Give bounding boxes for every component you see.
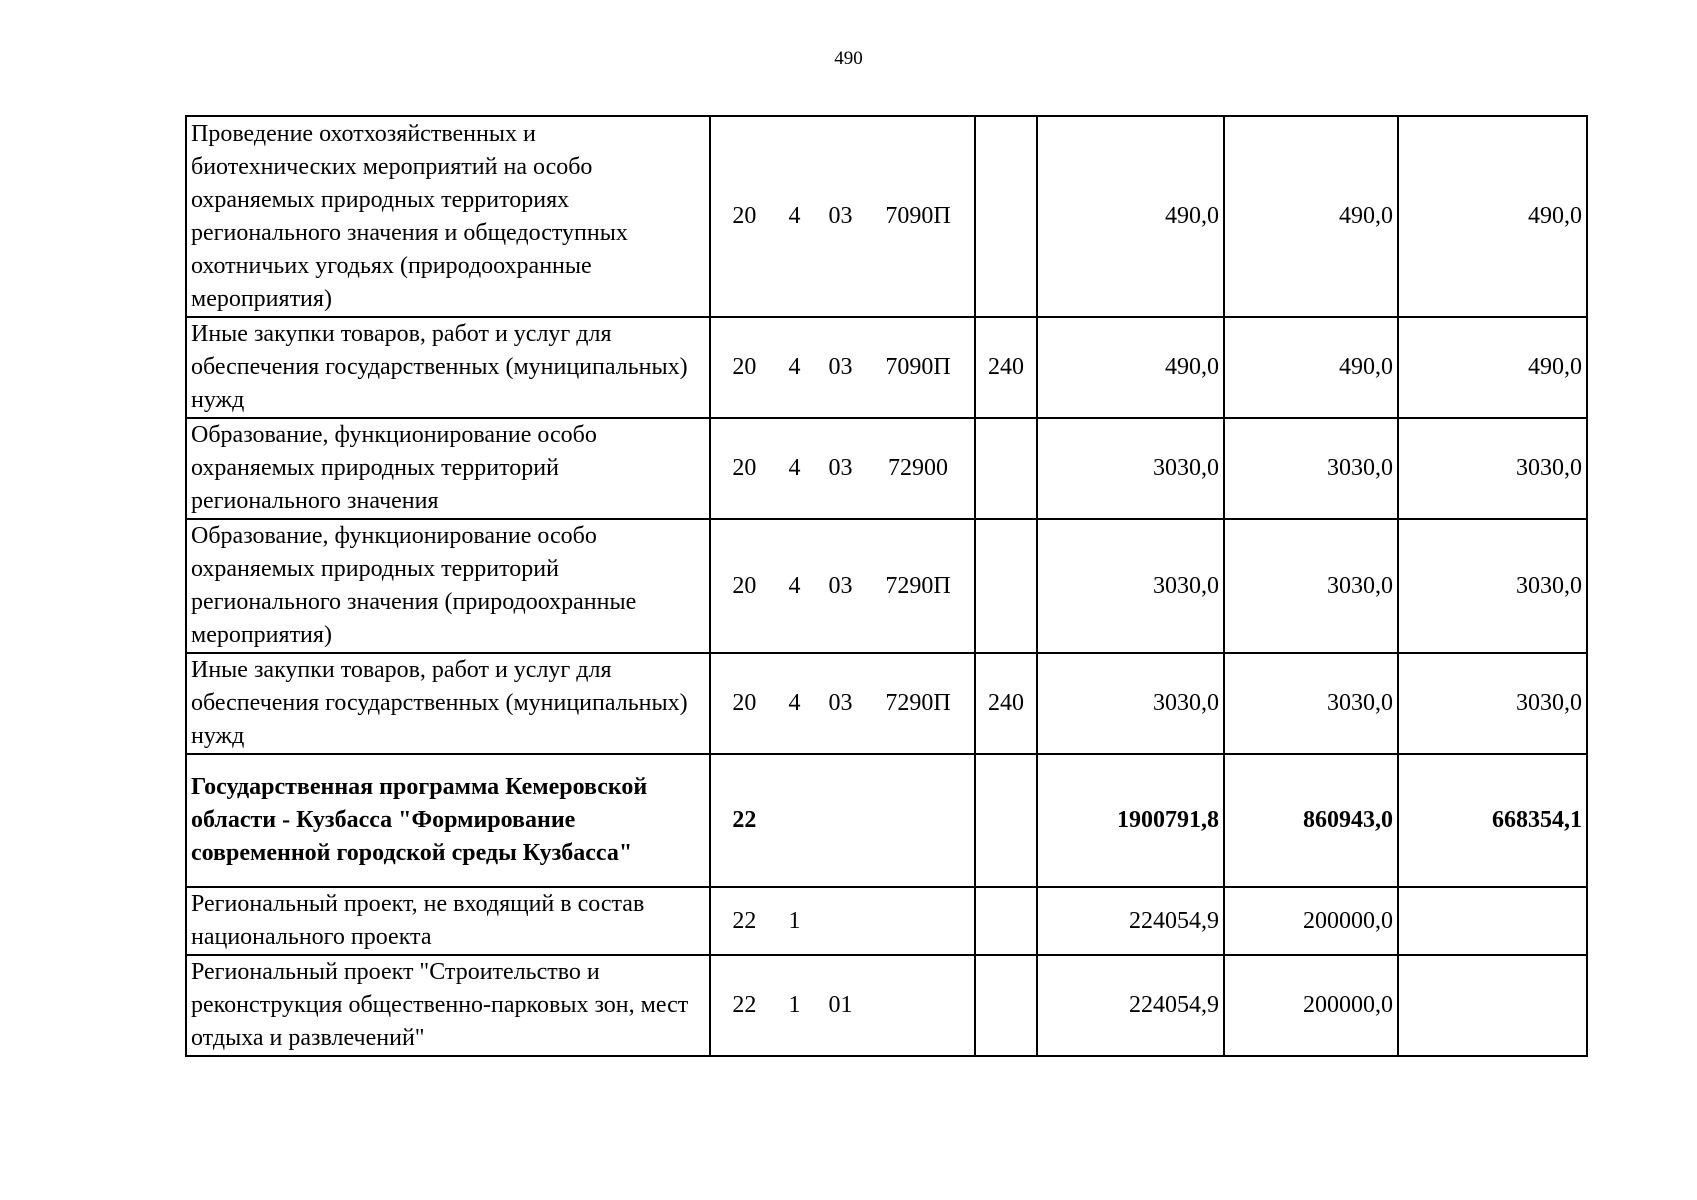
- amount-year-3: 490,0: [1398, 116, 1587, 317]
- event-code: 03: [828, 354, 853, 380]
- budget-table: [185, 115, 1588, 1057]
- amount-year-2: 490,0: [1224, 317, 1398, 418]
- table-row: [186, 116, 1587, 317]
- program-code: 22: [732, 992, 757, 1018]
- amount-year-3: 668354,1: [1398, 754, 1587, 887]
- program-code: 20: [732, 455, 757, 481]
- row-description: Проведение охотхозяйственных и биотехнических мероприятий на особо охраняемых природных территориях регионального значения и общедоступных охотничьих угодьях (природоохранные мероприятия): [186, 116, 710, 317]
- event-code: 01: [828, 992, 853, 1018]
- amount-year-2: 3030,0: [1224, 418, 1398, 519]
- row-description: Региональный проект "Строительство и реконструкция общественно-парковых зон, мест отдыха и развлечений": [186, 955, 710, 1056]
- amount-year-1: 490,0: [1037, 317, 1224, 418]
- target-article-code: [710, 754, 975, 887]
- expense-type-code: [975, 418, 1037, 519]
- table-row: [186, 317, 1587, 418]
- table-row: [186, 887, 1587, 955]
- target-article-code: [710, 887, 975, 955]
- subprogram-code: 4: [788, 354, 801, 380]
- amount-year-1: 224054,9: [1037, 955, 1224, 1056]
- program-code: 20: [732, 690, 757, 716]
- row-description: Региональный проект, не входящий в состав национального проекта: [186, 887, 710, 955]
- amount-year-1: 3030,0: [1037, 418, 1224, 519]
- row-description: Иные закупки товаров, работ и услуг для обеспечения государственных (муниципальных) нужд: [186, 653, 710, 754]
- amount-year-1: 224054,9: [1037, 887, 1224, 955]
- direction-code: 7090П: [885, 203, 951, 229]
- row-description: Образование, функционирование особо охраняемых природных территорий регионального значения (природоохранные мероприятия): [186, 519, 710, 653]
- table-body: [186, 116, 1587, 1056]
- page-number: 490: [834, 48, 863, 69]
- amount-year-1: 3030,0: [1037, 519, 1224, 653]
- amount-year-3: [1398, 955, 1587, 1056]
- target-article-code: [710, 317, 975, 418]
- amount-year-2: 3030,0: [1224, 653, 1398, 754]
- row-description: Государственная программа Кемеровской области - Кузбасса "Формирование современной городской среды Кузбасса": [186, 754, 710, 887]
- event-code: 03: [828, 690, 853, 716]
- target-article-code: [710, 418, 975, 519]
- direction-code: 7090П: [885, 354, 951, 380]
- direction-code: 7290П: [885, 690, 951, 716]
- expense-type-code: [975, 955, 1037, 1056]
- target-article-code: [710, 955, 975, 1056]
- event-code: 03: [828, 455, 853, 481]
- amount-year-3: [1398, 887, 1587, 955]
- amount-year-2: 200000,0: [1224, 887, 1398, 955]
- direction-code: 72900: [888, 455, 949, 481]
- amount-year-1: 3030,0: [1037, 653, 1224, 754]
- table-row: [186, 754, 1587, 887]
- program-code: 20: [732, 572, 757, 599]
- expense-type-code: [975, 116, 1037, 317]
- expense-type-code: [975, 754, 1037, 887]
- expense-type-code: [975, 519, 1037, 653]
- target-article-code: [710, 653, 975, 754]
- expense-type-code: 240: [975, 317, 1037, 418]
- program-code: 22: [732, 807, 757, 833]
- event-code: 03: [828, 203, 853, 229]
- subprogram-code: 1: [788, 907, 801, 934]
- subprogram-code: 4: [788, 203, 801, 229]
- amount-year-1: 490,0: [1037, 116, 1224, 317]
- target-article-code: [710, 116, 975, 317]
- event-code: 03: [828, 572, 853, 599]
- amount-year-2: 490,0: [1224, 116, 1398, 317]
- program-code: 20: [732, 203, 757, 229]
- amount-year-2: 3030,0: [1224, 519, 1398, 653]
- row-description: Иные закупки товаров, работ и услуг для обеспечения государственных (муниципальных) нужд: [186, 317, 710, 418]
- row-description: Образование, функционирование особо охраняемых природных территорий регионального значения: [186, 418, 710, 519]
- table-row: [186, 418, 1587, 519]
- subprogram-code: 4: [788, 455, 801, 481]
- table-row: [186, 519, 1587, 653]
- amount-year-2: 200000,0: [1224, 955, 1398, 1056]
- program-code: 22: [732, 907, 757, 934]
- subprogram-code: 1: [788, 992, 801, 1018]
- amount-year-1: 1900791,8: [1037, 754, 1224, 887]
- expense-type-code: [975, 887, 1037, 955]
- amount-year-3: 3030,0: [1398, 653, 1587, 754]
- table-row: [186, 955, 1587, 1056]
- direction-code: 7290П: [885, 572, 951, 599]
- amount-year-3: 3030,0: [1398, 519, 1587, 653]
- amount-year-2: 860943,0: [1224, 754, 1398, 887]
- expense-type-code: 240: [975, 653, 1037, 754]
- amount-year-3: 3030,0: [1398, 418, 1587, 519]
- amount-year-3: 490,0: [1398, 317, 1587, 418]
- subprogram-code: 4: [788, 572, 801, 599]
- table-row: [186, 653, 1587, 754]
- subprogram-code: 4: [788, 690, 801, 716]
- target-article-code: [710, 519, 975, 653]
- program-code: 20: [732, 354, 757, 380]
